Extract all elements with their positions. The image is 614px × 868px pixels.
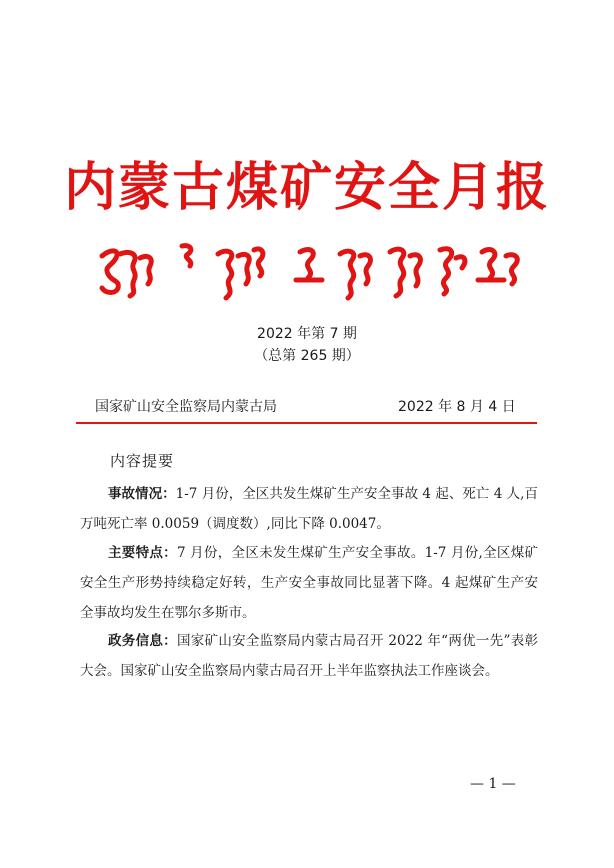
paragraph-text: 7 月份，全区未发生煤矿生产安全事故。1-7 月份,全区煤矿安全生产形势持续稳定好转，生产安全事故同比显著下降。4 起煤矿生产安全事故均发生在鄂尔多斯市。: [80, 545, 539, 621]
paragraph-text: 1-7 月份，全区共发生煤矿生产安全事故 4 起、死亡 4 人,百万吨死亡率 0.0059（调度数）,同比下降 0.0047。: [80, 486, 539, 532]
summary-paragraph-affairs: [80, 626, 538, 686]
issue-total-number: （总第 265 期）: [254, 348, 360, 364]
summary-paragraph-features: [80, 538, 538, 628]
mongolian-script-title: [90, 236, 530, 306]
paragraph-lead: 主要特点：: [108, 545, 177, 561]
issue-number: 2022 年第 7 期: [257, 326, 357, 342]
red-divider-rule: [76, 422, 537, 424]
paragraph-text: 国家矿山安全监察局内蒙古局召开 2022 年“两优一先”表彰大会。国家矿山安全监察局内蒙古局召开上半年监察执法工作座谈会。: [80, 633, 539, 679]
masthead-title: 内蒙古煤矿安全月报: [63, 157, 550, 218]
paragraph-lead: 政务信息：: [108, 633, 177, 649]
issue-date: 2022 年 8 月 4 日: [398, 399, 516, 415]
summary-heading: 内容提要: [110, 452, 175, 470]
page-number: — 1 —: [470, 776, 516, 792]
issuing-bureau: 国家矿山安全监察局内蒙古局: [95, 399, 277, 415]
paragraph-lead: 事故情况：: [108, 486, 176, 502]
summary-paragraph-accidents: [80, 479, 538, 539]
